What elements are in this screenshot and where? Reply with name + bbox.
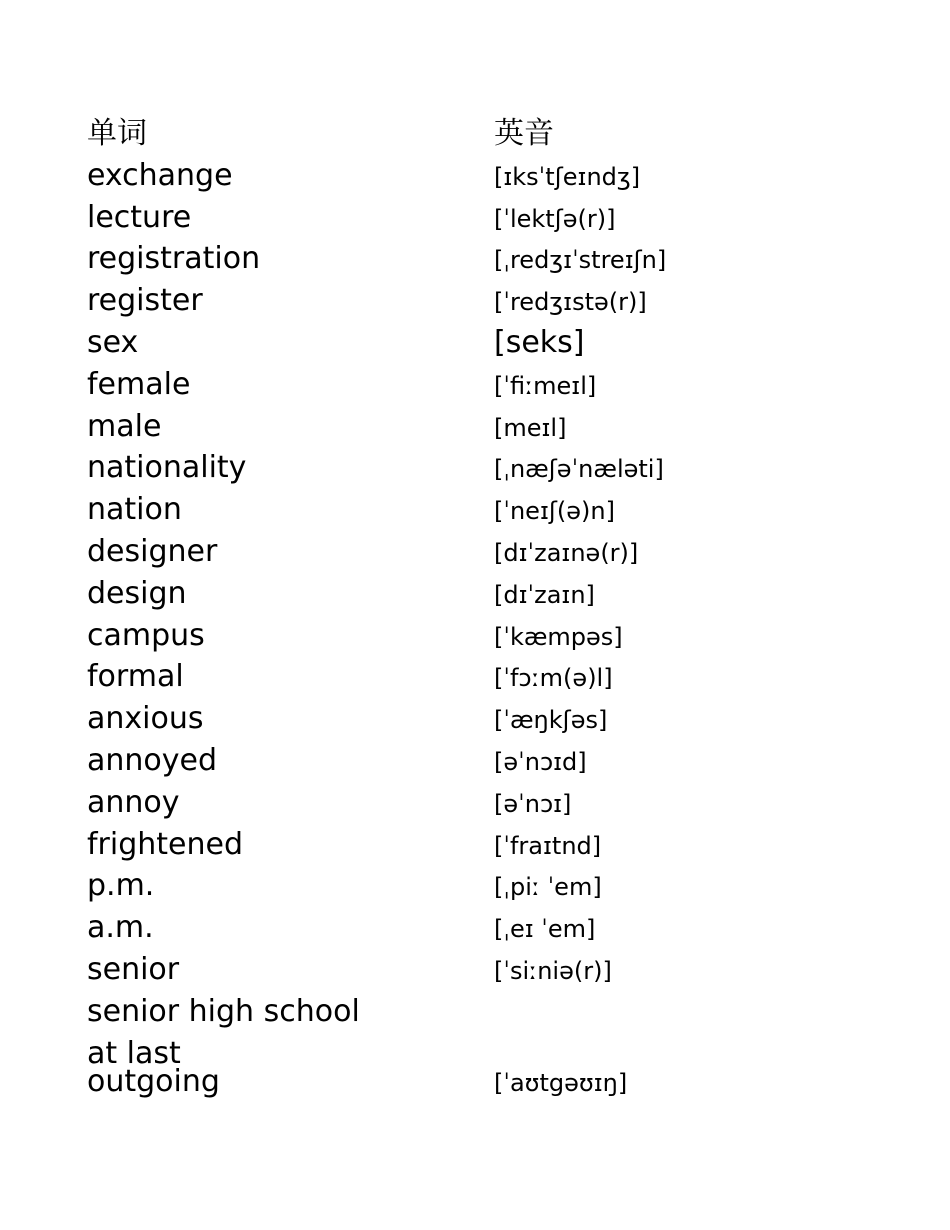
header-word: 单词	[87, 116, 147, 151]
phonetic-cell: [ɪksˈtʃeɪndʒ]	[494, 162, 641, 191]
word-cell: annoy	[87, 784, 180, 820]
word-cell: designer	[87, 533, 218, 569]
table-row	[87, 907, 787, 949]
word-cell: outgoing	[87, 1063, 220, 1099]
table-row	[87, 364, 787, 406]
word-cell: male	[87, 408, 162, 444]
word-cell: p.m.	[87, 868, 155, 904]
word-cell: nationality	[87, 450, 247, 486]
word-cell: frightened	[87, 826, 244, 862]
vocabulary-table	[87, 113, 787, 1117]
table-row	[87, 447, 787, 489]
word-cell: formal	[87, 659, 184, 695]
table-row	[87, 155, 787, 197]
table-row	[87, 782, 787, 824]
word-cell: senior	[87, 951, 180, 987]
word-cell: design	[87, 575, 187, 611]
word-cell: female	[87, 366, 191, 402]
word-cell: at last	[87, 1035, 181, 1071]
table-row	[87, 573, 787, 615]
table-row	[87, 991, 787, 1033]
phonetic-cell: [əˈnɔɪd]	[494, 747, 587, 776]
table-row	[87, 238, 787, 280]
phonetic-cell: [ˈaʊtgəʊɪŋ]	[494, 1068, 628, 1097]
word-cell: campus	[87, 617, 205, 653]
phonetic-cell: [ˌredʒɪˈstreɪʃn]	[494, 246, 667, 275]
word-cell: a.m.	[87, 910, 154, 946]
word-cell: register	[87, 283, 203, 319]
table-row	[87, 406, 787, 448]
phonetic-cell: [meɪl]	[494, 413, 567, 442]
table-row	[87, 531, 787, 573]
phonetic-cell: [ˈneɪʃ(ə)n]	[494, 497, 615, 526]
phonetic-cell: [ˈlektʃə(r)]	[494, 204, 616, 233]
phonetic-cell: [ˈredʒɪstə(r)]	[494, 288, 647, 317]
word-cell: annoyed	[87, 742, 218, 778]
table-row	[87, 1033, 787, 1071]
table-row	[87, 1061, 787, 1117]
phonetic-cell: [ˌnæʃəˈnæləti]	[494, 455, 664, 484]
phonetic-cell: [dɪˈzaɪn]	[494, 580, 595, 609]
table-row	[87, 698, 787, 740]
word-cell: nation	[87, 492, 182, 528]
table-row	[87, 197, 787, 239]
table-row	[87, 280, 787, 322]
header-phonetic: 英音	[494, 116, 554, 151]
table-row	[87, 656, 787, 698]
phonetic-cell: [ˌeɪ ˈem]	[494, 915, 596, 944]
phonetic-cell: [seks]	[494, 324, 585, 360]
table-row	[87, 615, 787, 657]
phonetic-cell: [ˈsiːniə(r)]	[494, 956, 612, 985]
table-row	[87, 740, 787, 782]
table-row	[87, 322, 787, 364]
table-header	[87, 113, 787, 155]
phonetic-cell: [ˈkæmpəs]	[494, 622, 623, 651]
table-row	[87, 865, 787, 907]
phonetic-cell: [ˈfɔːm(ə)l]	[494, 664, 613, 693]
phonetic-cell: [ˈæŋkʃəs]	[494, 706, 608, 735]
word-cell: sex	[87, 324, 139, 360]
phonetic-cell: [ˌpiː ˈem]	[494, 873, 602, 902]
table-row	[87, 824, 787, 866]
word-cell: lecture	[87, 199, 192, 235]
phonetic-cell: [ˈfraɪtnd]	[494, 831, 602, 860]
word-cell: anxious	[87, 701, 204, 737]
phonetic-cell: [ˈfiːmeɪl]	[494, 371, 597, 400]
table-row	[87, 949, 787, 991]
word-cell: registration	[87, 241, 261, 277]
word-cell: senior high school	[87, 993, 360, 1029]
word-cell: exchange	[87, 157, 233, 193]
table-row	[87, 489, 787, 531]
phonetic-cell: [dɪˈzaɪnə(r)]	[494, 538, 639, 567]
phonetic-cell: [əˈnɔɪ]	[494, 789, 572, 818]
